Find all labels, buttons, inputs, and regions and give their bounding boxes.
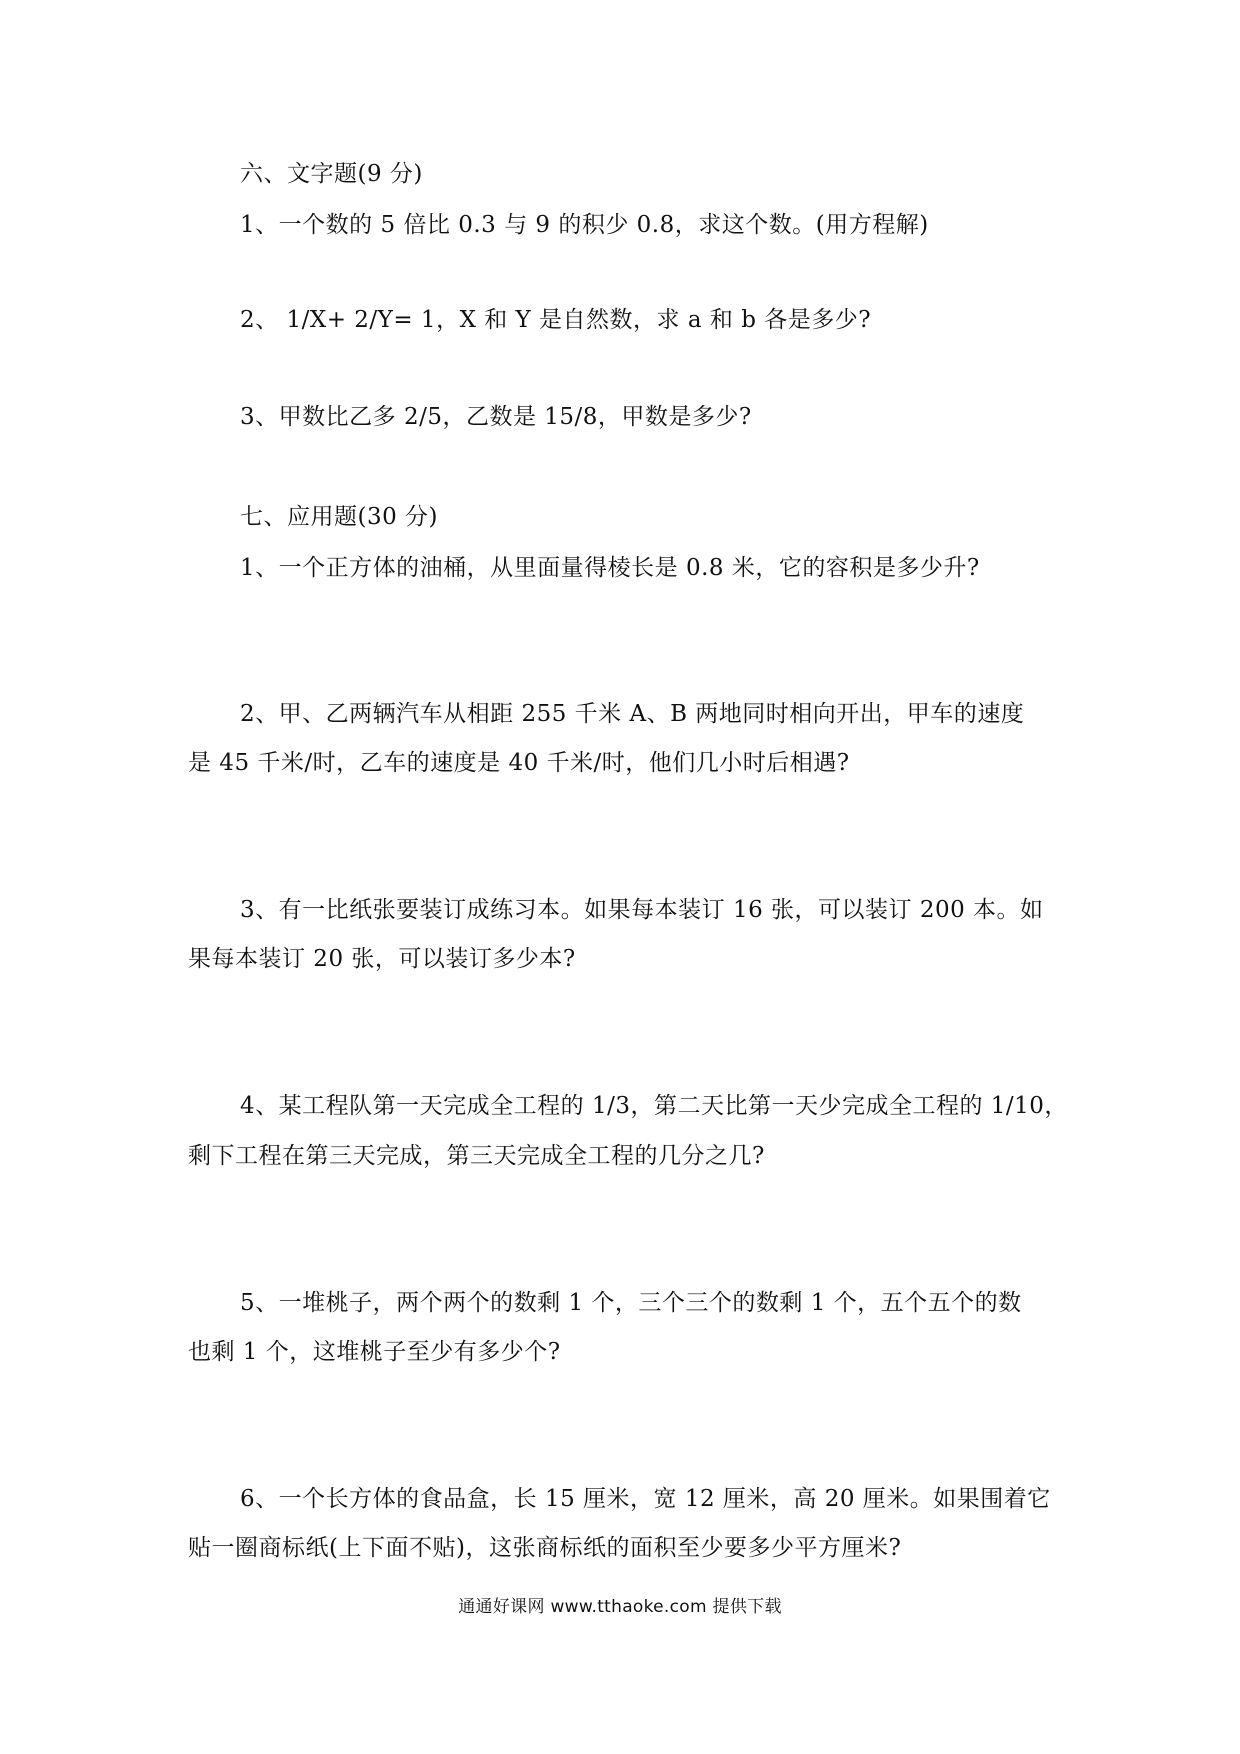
section7-question-6-line-1: 6、一个长方体的食品盒，长 15 厘米，宽 12 厘米，高 20 厘米。如果围着它: [240, 1486, 1051, 1512]
section6-question-3: 3、甲数比乙多 2/5，乙数是 15/8，甲数是多少?: [240, 404, 752, 430]
section7-question-5-line-2: 也剩 1 个，这堆桃子至少有多少个?: [188, 1339, 561, 1365]
section7-question-3-line-1: 3、有一比纸张要装订成练习本。如果每本装订 16 张，可以装订 200 本。如: [240, 897, 1044, 923]
section6-heading: 六、文字题(9 分): [240, 161, 423, 187]
section7-question-3-line-2: 果每本装订 20 张，可以装订多少本?: [188, 946, 576, 972]
section7-question-4-line-1: 4、某工程队第一天完成全工程的 1/3，第二天比第一天少完成全工程的 1/10，: [240, 1093, 1068, 1119]
footer-source-text: 通通好课网 www.tthaoke.com 提供下载: [458, 1597, 782, 1617]
section7-question-6-line-2: 贴一圈商标纸(上下面不贴)，这张商标纸的面积至少要多少平方厘米?: [188, 1535, 902, 1561]
section7-question-4-line-2: 剩下工程在第三天完成，第三天完成全工程的几分之几?: [188, 1143, 765, 1169]
section7-question-5-line-1: 5、一堆桃子，两个两个的数剩 1 个，三个三个的数剩 1 个，五个五个的数: [240, 1290, 1022, 1316]
section6-question-1: 1、一个数的 5 倍比 0.3 与 9 的积少 0.8，求这个数。(用方程解): [240, 212, 929, 238]
section7-heading: 七、应用题(30 分): [240, 504, 439, 530]
section7-question-1: 1、一个正方体的油桶，从里面量得棱长是 0.8 米，它的容积是多少升?: [240, 555, 980, 581]
section7-question-2-line-2: 是 45 千米/时，乙车的速度是 40 千米/时，他们几小时后相遇?: [188, 750, 850, 776]
section7-question-2-line-1: 2、甲、乙两辆汽车从相距 255 千米 A、B 两地同时相向开出，甲车的速度: [240, 701, 1025, 727]
section6-question-2: 2、 1/X+ 2/Y= 1，X 和 Y 是自然数，求 a 和 b 各是多少?: [240, 307, 872, 333]
